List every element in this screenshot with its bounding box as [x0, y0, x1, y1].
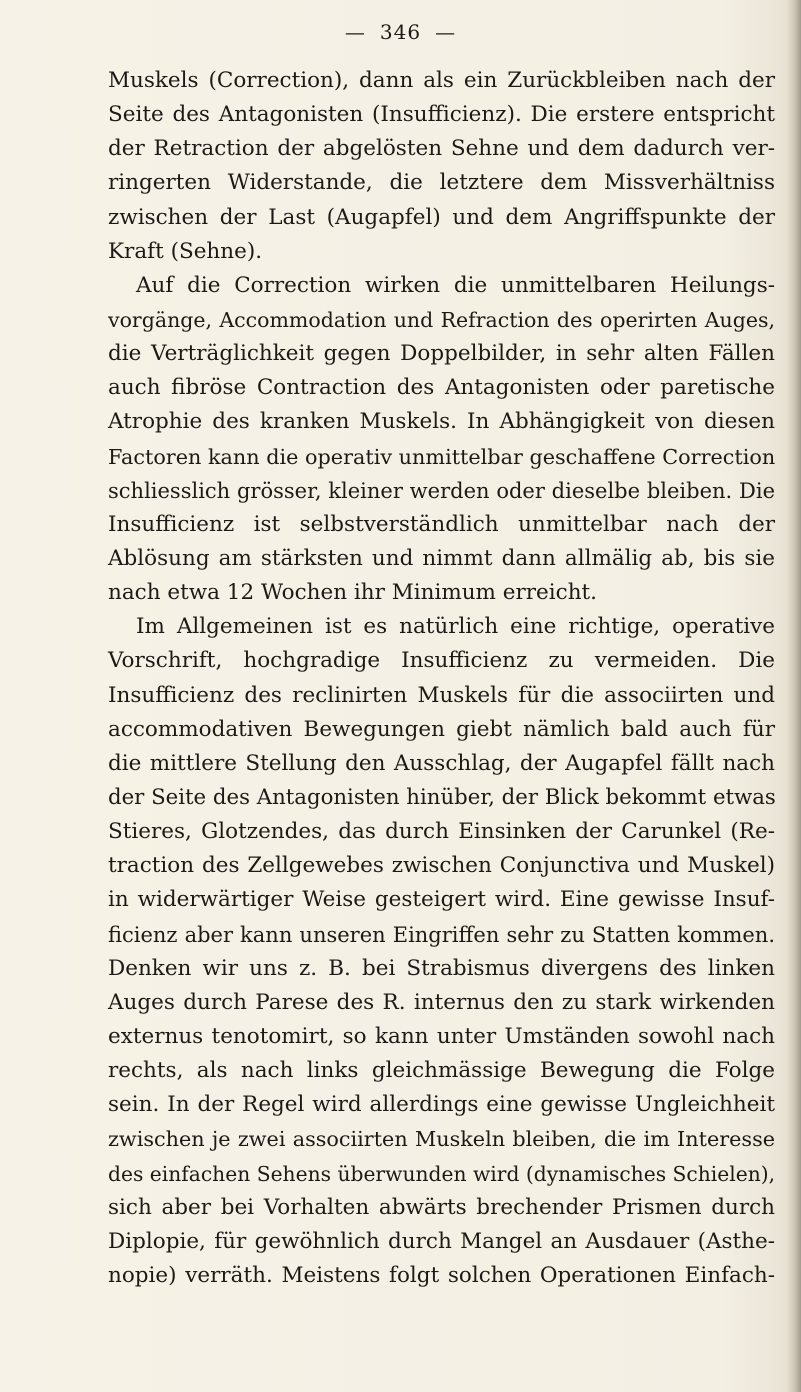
page-edge-shadow [787, 0, 801, 1392]
text-line: Auges durch Parese des R. internus den zu stark wirkenden [108, 989, 775, 1015]
text-line: sein. In der Regel wird allerdings eine gewisse Ungleichheit [108, 1092, 775, 1118]
text-line: Diplopie, für gewöhnlich durch Mangel an Ausdauer (Asthe- [108, 1228, 775, 1254]
header-dash-right: — [435, 20, 457, 44]
text-line: sich aber bei Vorhalten abwärts brechender Prismen durch [108, 1194, 775, 1220]
text-line: externus tenotomirt, so kann unter Umständen sowohl nach [108, 1023, 775, 1049]
header-dash-left: — [344, 20, 366, 44]
text-line: Insufficienz des reclinirten Muskels für die associirten und [108, 682, 775, 708]
text-line: auch fibröse Contraction des Antagonisten oder paretische [108, 375, 775, 401]
text-line: ficienz aber kann unseren Eingriffen sehr zu Statten kommen. [108, 922, 775, 947]
text-line: Denken wir uns z. B. bei Strabismus divergens des linken [108, 955, 775, 981]
text-line: Ablösung am stärksten und nimmt dann allmälig ab, bis sie [108, 545, 775, 571]
text-line: Stieres, Glotzendes, das durch Einsinken der Carunkel (Re- [108, 819, 775, 845]
text-line: Insufficienz ist selbstverständlich unmittelbar nach der [108, 511, 775, 537]
text-line: Vorschrift, hochgradige Insufficienz zu vermeiden. Die [108, 648, 775, 674]
text-line: accommodativen Bewegungen giebt nämlich bald auch für [108, 716, 775, 742]
text-line: Factoren kann die operativ unmittelbar geschaffene Correction [108, 444, 776, 469]
text-line: Kraft (Sehne). [108, 238, 263, 264]
text-line: Im Allgemeinen ist es natürlich eine richtige, operative [136, 614, 775, 640]
text-line: traction des Zellgewebes zwischen Conjunctiva und Muskel) [108, 853, 775, 879]
text-line: nopie) verräth. Meistens folgt solchen Operationen Einfach- [108, 1262, 775, 1288]
text-line: die mittlere Stellung den Ausschlag, der Augapfel fällt nach [108, 750, 775, 776]
text-line: rechts, als nach links gleichmässige Bewegung die Folge [108, 1058, 775, 1084]
text-line: die Verträglichkeit gegen Doppelbilder, in sehr alten Fällen [108, 341, 775, 367]
body-text [108, 64, 775, 1293]
text-line: nach etwa 12 Wochen ihr Minimum erreicht. [108, 580, 598, 606]
text-line: in widerwärtiger Weise gesteigert wird. Eine gewisse Insuf- [108, 887, 775, 913]
text-line: der Seite des Antagonisten hinüber, der Blick bekommt etwas [108, 784, 776, 810]
text-line: vorgänge, Accommodation und Refraction des operirten Auges, [108, 307, 775, 332]
text-line: Atrophie des kranken Muskels. In Abhängigkeit von diesen [108, 409, 775, 435]
text-line: Auf die Correction wirken die unmittelbaren Heilungs- [136, 272, 775, 298]
page-header [0, 20, 801, 44]
text-line: zwischen der Last (Augapfel) und dem Angriffspunkte der [108, 204, 775, 230]
text-line: des einfachen Sehens überwunden wird (dynamisches Schielen), [108, 1161, 776, 1186]
text-line: Seite des Antagonisten (Insufficienz). Die erstere entspricht [108, 102, 775, 128]
text-line: ringerten Widerstande, die letztere dem Missverhältniss [108, 170, 775, 196]
text-line: Muskels (Correction), dann als ein Zurückbleiben nach der [108, 68, 775, 93]
page-number: 346 [379, 20, 422, 44]
text-line: zwischen je zwei associirten Muskeln bleiben, die im Interesse [108, 1127, 775, 1152]
text-line: schliesslich grösser, kleiner werden oder dieselbe bleiben. Die [108, 478, 775, 503]
text-line: der Retraction der abgelösten Sehne und dem dadurch ver- [108, 136, 775, 162]
